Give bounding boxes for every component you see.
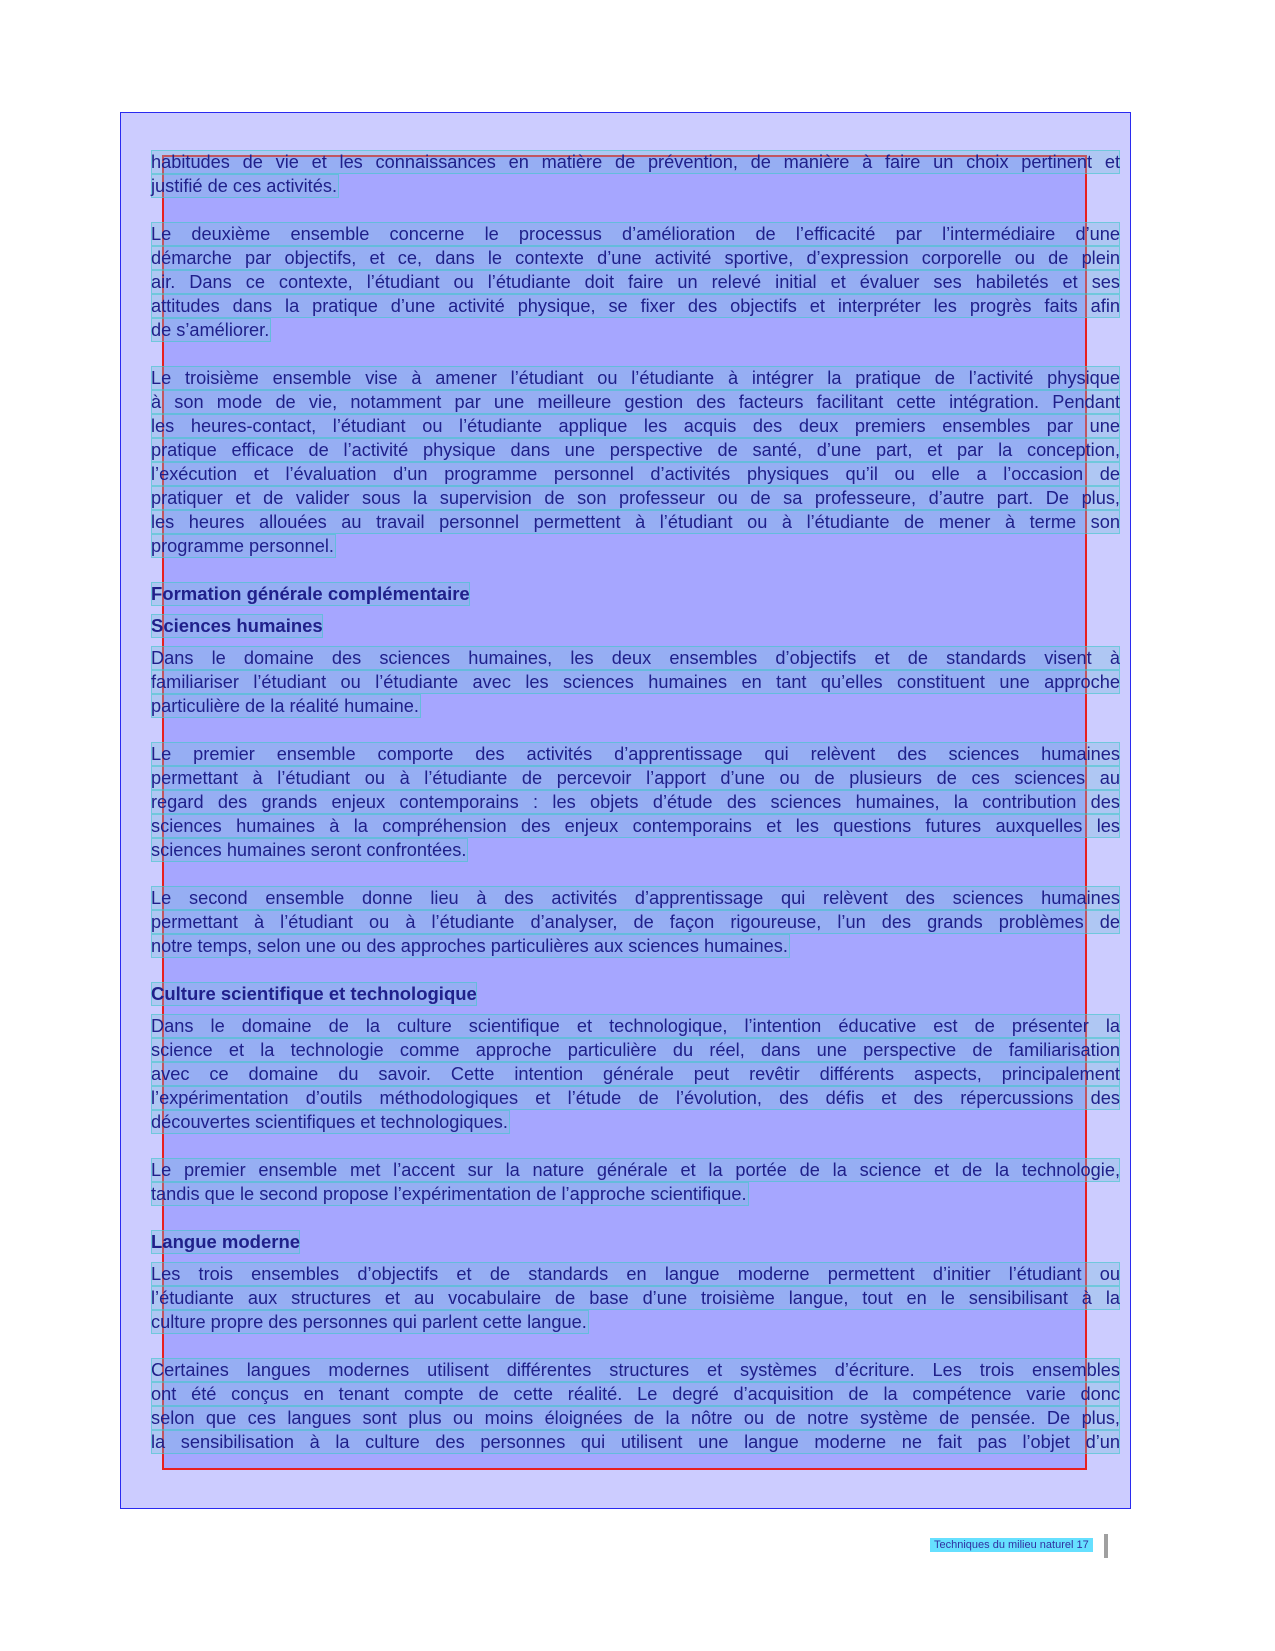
section-physical-education [151, 150, 1120, 558]
paragraph [151, 366, 1120, 558]
paragraph [151, 150, 1120, 198]
body-text [151, 150, 1120, 1475]
heading-sciences-humaines: Sciences humaines [151, 615, 323, 636]
text-line: l’expérimentation d’outils méthodologiques et l’étude de l’évolution, des défis et des répercussions des [151, 1088, 1120, 1108]
text-line: pratique efficace de l’activité physique dans une perspective de santé, d’une part, et par la conception, [151, 440, 1120, 460]
heading-block [151, 582, 1120, 646]
text-line: habitudes de vie et les connaissances en matière de prévention, de manière à faire un choix pertinent et [151, 152, 1120, 172]
paragraph [151, 646, 1120, 718]
text-line: les heures-contact, l’étudiant ou l’étudiante applique les acquis des deux premiers ensembles par une [151, 416, 1120, 436]
text-line: air. Dans ce contexte, l’étudiant ou l’étudiante doit faire un relevé initial et évaluer ses habiletés et ses [151, 272, 1120, 292]
text-line: sciences humaines seront confrontées. [151, 840, 467, 860]
paragraph [151, 1262, 1120, 1334]
text-line: Certaines langues modernes utilisent différentes structures et systèmes d’écriture. Les trois ensembles [151, 1360, 1120, 1380]
footer-title: Techniques du milieu naturel [934, 1539, 1074, 1551]
heading-block [151, 1230, 1120, 1262]
page-footer [930, 1538, 1093, 1552]
text-line: Dans le domaine des sciences humaines, les deux ensembles d’objectifs et de standards visent à [151, 648, 1120, 668]
text-line: les heures allouées au travail personnel permettent à l’étudiant ou à l’étudiante de mener à terme son [151, 512, 1120, 532]
text-line: avec ce domaine du savoir. Cette intention générale peut revêtir différents aspects, principalement [151, 1064, 1120, 1084]
paragraph [151, 742, 1120, 862]
heading-block [151, 982, 1120, 1014]
text-line: démarche par objectifs, et ce, dans le contexte d’une activité sportive, d’expression corporelle ou de plein [151, 248, 1120, 268]
text-line: découvertes scientifiques et technologiques. [151, 1112, 508, 1132]
text-line: particulière de la réalité humaine. [151, 696, 419, 716]
paragraph [151, 1158, 1120, 1206]
text-line: familiariser l’étudiant ou l’étudiante avec les sciences humaines en tant qu’elles constituent une approche [151, 672, 1120, 692]
text-line: Le premier ensemble comporte des activités d’apprentissage qui relèvent des sciences humaines [151, 744, 1120, 764]
text-line: selon que ces langues sont plus ou moins éloignées de la nôtre ou de notre système de pensée. De plus, [151, 1408, 1120, 1428]
text-line: justifié de ces activités. [151, 176, 337, 196]
text-line: culture propre des personnes qui parlent cette langue. [151, 1312, 587, 1332]
section-sciences-humaines [151, 646, 1120, 958]
page-number: 17 [1076, 1539, 1089, 1551]
text-line: attitudes dans la pratique d’une activité physique, se fixer des objectifs et interpréter les progrès faits afin [151, 296, 1120, 316]
heading-formation-complementaire: Formation générale complémentaire [151, 583, 470, 604]
paragraph [151, 1358, 1120, 1454]
text-line: tandis que le second propose l’expérimentation de l’approche scientifique. [151, 1184, 747, 1204]
text-line: Les trois ensembles d’objectifs et de standards en langue moderne permettent d’initier l’étudiant ou [151, 1264, 1120, 1284]
text-line: Dans le domaine de la culture scientifique et technologique, l’intention éducative est de présenter la [151, 1016, 1120, 1036]
paragraph [151, 886, 1120, 958]
paragraph [151, 1014, 1120, 1134]
text-line: pratiquer et de valider sous la supervision de son professeur ou de sa professeure, d’autre part. De plus, [151, 488, 1120, 508]
text-line: science et la technologie comme approche particulière du réel, dans une perspective de familiarisation [151, 1040, 1120, 1060]
text-line: la sensibilisation à la culture des personnes qui utilisent une langue moderne ne fait pas l’objet d’un [151, 1432, 1120, 1452]
text-line: Le second ensemble donne lieu à des activités d’apprentissage qui relèvent des sciences humaines [151, 888, 1120, 908]
text-line: de s’améliorer. [151, 320, 270, 340]
text-line: notre temps, selon une ou des approches particulières aux sciences humaines. [151, 936, 788, 956]
text-line: Le troisième ensemble vise à amener l’étudiant ou l’étudiante à intégrer la pratique de l’activité physique [151, 368, 1120, 388]
section-culture-scientifique [151, 1014, 1120, 1206]
text-line: Le deuxième ensemble concerne le processus d’amélioration de l’efficacité par l’intermédiaire d’une [151, 224, 1120, 244]
section-langue-moderne [151, 1262, 1120, 1454]
footer-marker [1104, 1534, 1108, 1558]
text-line: permettant à l’étudiant ou à l’étudiante d’analyser, de façon rigoureuse, l’un des grands problèmes de [151, 912, 1120, 932]
text-line: sciences humaines à la compréhension des enjeux contemporains et les questions futures auxquelles les [151, 816, 1120, 836]
text-line: Le premier ensemble met l’accent sur la nature générale et la portée de la science et de la technologie, [151, 1160, 1120, 1180]
text-line: permettant à l’étudiant ou à l’étudiante de percevoir l’apport d’une ou de plusieurs de ces sciences au [151, 768, 1120, 788]
paragraph [151, 222, 1120, 342]
text-line: l’exécution et l’évaluation d’un programme personnel d’activités physiques qu’il ou elle a l’occasion de [151, 464, 1120, 484]
heading-culture-scientifique: Culture scientifique et technologique [151, 983, 477, 1004]
text-line: à son mode de vie, notamment par une meilleure gestion des facteurs facilitant cette intégration. Pendant [151, 392, 1120, 412]
heading-langue-moderne: Langue moderne [151, 1231, 301, 1252]
text-line: l’étudiante aux structures et au vocabulaire de base d’une troisième langue, tout en le sensibilisant à la [151, 1288, 1120, 1308]
text-line: ont été conçus en tenant compte de cette réalité. Le degré d’acquisition de la compétence varie donc [151, 1384, 1120, 1404]
text-line: regard des grands enjeux contemporains : les objets d’étude des sciences humaines, la contribution des [151, 792, 1120, 812]
text-line: programme personnel. [151, 536, 334, 556]
